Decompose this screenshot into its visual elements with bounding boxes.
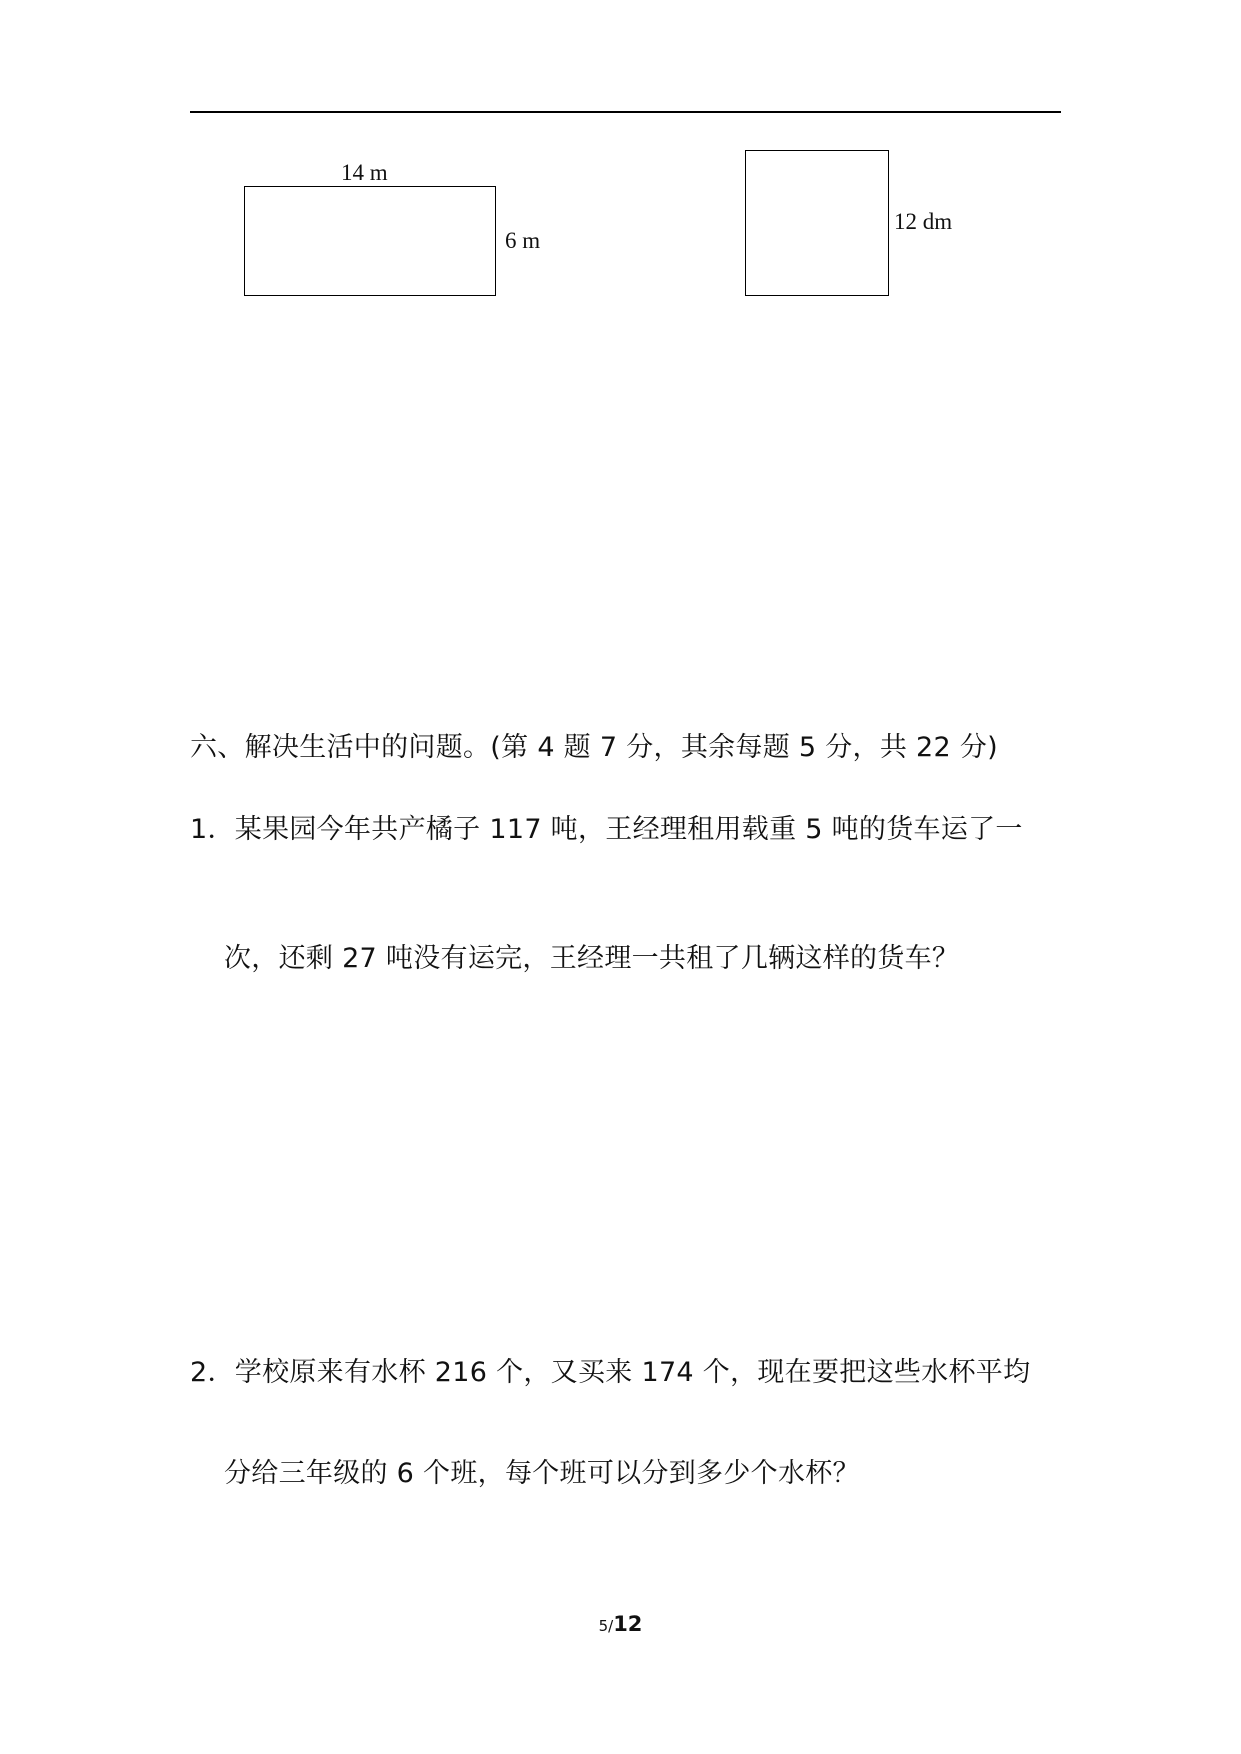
question-2-line-1: 2．学校原来有水杯 216 个，又买来 174 个，现在要把这些水杯平均	[190, 1357, 1031, 1388]
page-number	[0, 1614, 1241, 1635]
section-title: 六、解决生活中的问题。(第 4 题 7 分，其余每题 5 分，共 22 分)	[190, 732, 999, 763]
square-figure	[745, 150, 889, 296]
page-number-total: 12	[613, 1612, 643, 1636]
rectangle-height-label: 6 m	[505, 228, 541, 253]
square-side-label: 12 dm	[894, 209, 953, 234]
rectangle-width-label: 14 m	[341, 160, 388, 185]
header-rule	[190, 111, 1061, 113]
rectangle-figure	[244, 186, 496, 296]
question-1-line-2: 次，还剩 27 吨没有运完，王经理一共租了几辆这样的货车？	[224, 943, 960, 974]
question-2-line-2: 分给三年级的 6 个班，每个班可以分到多少个水杯？	[224, 1458, 860, 1489]
question-1-line-1: 1．某果园今年共产橘子 117 吨，王经理租用载重 5 吨的货车运了一	[190, 814, 1023, 845]
page-number-current: 5/	[598, 1617, 614, 1635]
